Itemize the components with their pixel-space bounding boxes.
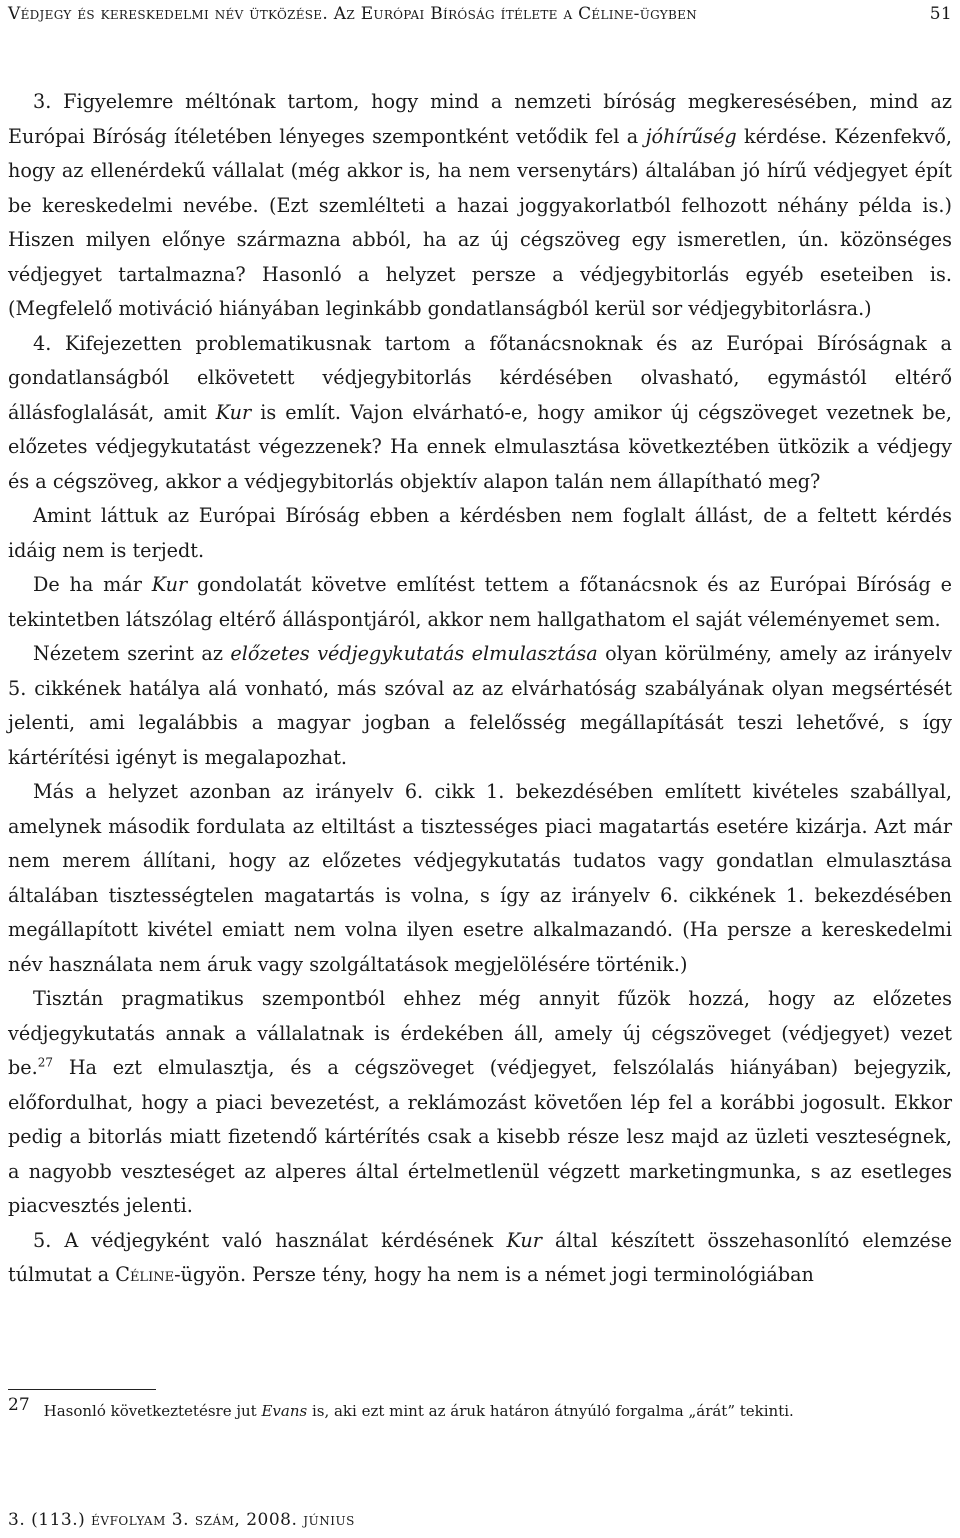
paragraph-exception: Más a helyzet azonban az irányelv 6. cikk 1. bekezdésében említett kivételes szabállyal, amelynek második fordulata az eltiltást a tisztességes piaci magatartás esetére kizárja. Azt már nem merem állítani, hogy az előzetes védjegykutatás tudatos vagy gondatlan elmulasztása általában tisztességtelen magatartás is volna, s így az irányelv 6. cikkének 1. bekezdésében megállapított kivétel emiatt nem volna ilyen esetre alkalmazandó. (Ha persze a kereskedelmi név használata nem áruk vagy szolgáltatások megjelölésére történik.) <box>8 780 952 976</box>
italic-author: Kur <box>506 1228 542 1252</box>
paragraph-4 <box>8 327 952 500</box>
paragraph-pragmatic <box>8 982 952 1224</box>
text-run: által készített összehasonlító elemzése túlmutat a <box>8 1228 952 1286</box>
text-run: kérdése. Kézenfekvő, hogy az ellenérdekű vállalat (még akkor is, ha nem versenytárs) általában jó hírű védjegyet épít be kereskedelmi nevébe. (Ezt szemlélteti a hazai joggyakorlatból felhozott néhány példa is.) Hiszen milyen előnye származna abból, ha az új cégszöveg egy ismeretlen, ún. közönséges védjegyet tartalmazna? Hasonló a helyzet persze a védjegybitorlás egyéb eseteiben is. (Megfelelő motiváció hiányában leginkább gondatlanságból kerül sor védjegybitorlásra.) <box>8 124 952 320</box>
paragraph-court-position: Amint láttuk az Európai Bíróság ebben a kérdésben nem foglalt állást, de a feltett kérdés idáig nem is terjedt. <box>8 504 952 562</box>
text-run: -ügyön. Persze tény, hogy ha nem is a német jogi terminológiában <box>174 1263 814 1286</box>
journal-issue-footer: 3. (113.) évfolyam 3. szám, 2008. június <box>8 1510 355 1530</box>
text-run: Hasonló következtetésre jut <box>43 1402 262 1420</box>
footnote-number: 27 <box>8 1395 30 1415</box>
text-run: Nézetem szerint az <box>33 642 231 665</box>
paragraph-5 <box>8 1224 952 1293</box>
body-text <box>8 85 952 1293</box>
italic-term: jóhírűség <box>645 124 737 148</box>
footnote-27 <box>8 1395 952 1422</box>
text-run: olyan körülmény, amely az irányelv 5. cikkének hatálya alá vonható, más szóval az az elvárhatóság szabályának olyan megsértését jelenti, ami legalábbis a magyar jogban a felelősség megállapítását teszi lehetővé, s így kártérítési igényt is megalapozhat. <box>8 642 952 769</box>
italic-author: Evans <box>261 1402 308 1420</box>
text-run: gondolatát követve említést tettem a főtanácsnok és az Európai Bíróság e tekintetben látszólag eltérő álláspontjáról, akkor nem hallgathatom el saját véleményemet sem. <box>8 573 952 631</box>
page-number: 51 <box>929 4 952 24</box>
text-run: Ha ezt elmulasztja, és a cégszöveget (védjegyet, felszólalás hiányában) bejegyzik, előfordulhat, hogy a piaci bevezetést, a reklámozást követően lép fel a korábbi jogosult. Ekkor pedig a bitorlás miatt fizetendő kártérítés csak a kisebb része lesz majd az üzleti veszteségnek, a nagyobb veszteséget az alperes által értelmetlenül végzett marketingmunka, s az esetleges piacvesztés jelenti. <box>8 1056 952 1217</box>
paragraph-3 <box>8 85 952 327</box>
text-run: 5. A védjegyként való használat kérdésének <box>33 1228 507 1252</box>
text-run: 3. Figyelemre méltónak tartom, hogy mind a nemzeti bíróság megkeresésében, mind az Európai Bíróság ítéletében lényeges szempontként vetődik fel a <box>8 90 952 148</box>
text-run: De ha már <box>33 573 152 596</box>
italic-phrase: előzetes védjegykutatás elmulasztása <box>230 642 598 665</box>
text-run: is, aki ezt mint az áruk határon átnyúló forgalma „árát” tekinti. <box>307 1402 794 1420</box>
running-head-title: Védjegy és kereskedelmi név ütközése. Az Európai Bíróság ítélete a Céline-ügyben <box>8 4 697 24</box>
italic-author: Kur <box>151 573 188 596</box>
paragraph-view <box>8 637 952 775</box>
running-head <box>8 4 952 24</box>
text-run: is említ. Vajon elvárható-e, hogy amikor új cégszöveget vezetnek be, előzetes védjegykutatást végezzenek? Ha ennek elmulasztása következtében ütközik a védjegy és a cégszöveg, akkor a védjegybitorlás objektív alapon talán nem állapítható meg? <box>8 400 952 493</box>
text-run: 4. Kifejezetten problematikusnak tartom a főtanácsnoknak és az Európai Bíróságnak a gondatlanságból elkövetett védjegybitorlás kérdésében olvasható, egymástól eltérő állásfoglalását, amit <box>8 331 952 424</box>
footnote-ref[interactable]: 27 <box>37 1055 54 1070</box>
paragraph-own-opinion <box>8 568 952 637</box>
text-run: Tisztán pragmatikus szempontból ehhez még annyit fűzök hozzá, hogy az előzetes védjegykutatás annak a vállalatnak is érdekében áll, amely új cégszöveget (védjegyet) vezet be. <box>8 987 952 1079</box>
small-caps-case-name: Céline <box>115 1263 175 1286</box>
footnote-divider <box>8 1389 156 1390</box>
italic-author: Kur <box>215 400 252 424</box>
